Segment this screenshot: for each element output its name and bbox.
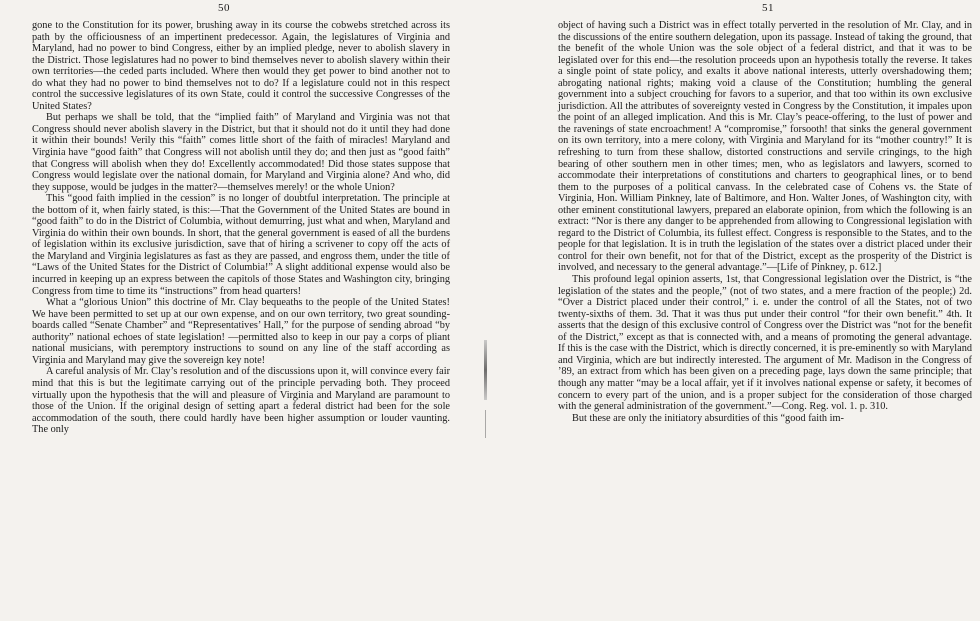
- paragraph: This “good faith implied in the cession” is no longer of doubtful interpretation. The principle at the bottom of it, when fairly stated, is this:—That the Government of the United States are bound in “good faith” to do in the District of Columbia, without demurring, just what and when, Maryland and Virginia do within their own bounds. In short, that the general government is eased of all the burdens of legislation within its exclusive jurisdiction, save that of hiring a scrivener to copy off the acts of the Maryland and Virginia legislatures as fast as they are passed, and engross them, under the title of “Laws of the United States for the District of Columbia!” A slight additional expense would also be incurred in keeping up an express between the capitols of those States and Washington city, bringing Congress from time to time its “instructions” from head quarters!: [32, 193, 450, 297]
- paragraph: What a “glorious Union” this doctrine of Mr. Clay bequeaths to the people of the United States! We have been permitted to set up at our own expense, and on our own territory, two great sounding-boards called “Senate Chamber” and “Representatives’ Hall,” for the purpose of sending abroad “by authority” national echoes of state legislation! —permitted also to keep in our pay a corps of pliant national musicians, with peremptory instructions to sound on any line of the staff according as Virginia and Maryland may give the sovereign key note!: [32, 297, 450, 366]
- left-page: [0, 0, 488, 621]
- right-page-text: [558, 20, 972, 424]
- book-gutter-mark: [485, 410, 486, 438]
- book-gutter: [484, 340, 487, 400]
- paragraph: This profound legal opinion asserts, 1st, that Congressional legislation over the District, is “the legislation of the states and the people,” (not of two states, and a mere fraction of the people;) 2d. “Over a District placed under their control,” i. e. under the control of all the States, not of two twenty-sixths of them. 3d. That it was thus put under their control “for their own benefit.” 4th. It asserts that the design of this exclusive control of Congress over the District was “not for the benefit of the District,” except as that is connected with, and a means of promoting the general advantage. If this is the case with the District, which is directly concerned, it is pre-eminently so with Maryland and Virginia, which are but indirectly interested. The argument of Mr. Madison in the Congress of ’89, an extract from which has been given on a preceding page, lays down the same principle; that though any matter “may be a local affair, yet if it involves national expense or safety, it becomes of concern to every part of the union, and is a proper subject for the consideration of those charged with the general administration of the government.”—Cong. Reg. vol. 1. p. 310.: [558, 274, 972, 413]
- right-page: [492, 0, 980, 621]
- paragraph: A careful analysis of Mr. Clay’s resolution and of the discussions upon it, will convince every fair mind that this is but the legitimate carrying out of the principle pervading both. They proceed virtually upon the hypothesis that the will and pleasure of Virginia and Maryland are paramount to those of the Union. If the original design of setting apart a federal district had been for the sole accommodation of the south, there could hardly have been higher assumption or louder vaunting. The only: [32, 366, 450, 436]
- paragraph: gone to the Constitution for its power, brushing away in its course the cobwebs stretched across its path by the officiousness of an impertinent predecessor. Again, the legislatures of Virginia and Maryland, had no power to bind Congress, either by an implied pledge, never to abolish slavery in the District. Those legislatures had no power to bind themselves never to abolish slavery within their own territories—the ceded parts included. Where then would they get power to bind another not to do what they had no power to bind themselves not to do? If a legislature could not in this respect control the successive legislatures of its own State, could it control the successive Congresses of the United States?: [32, 20, 450, 112]
- paragraph: But perhaps we shall be told, that the “implied faith” of Maryland and Virginia was not that Congress should never abolish slavery in the District, but that it should not do it until they had done it within their bounds! Verily this “faith” comes little short of the faith of miracles! Maryland and Virginia have “good faith” that Congress will not abolish until they do; and then just as “good faith” that Congress will abolish when they do! Excellently accommodated! Did those states suppose that Congress would legislate over the national domain, for Maryland and Virginia alone? And who, did they suppose, would be judges in the matter?—themselves merely! or the whole Union?: [32, 112, 450, 193]
- left-page-text: [32, 20, 450, 436]
- paragraph: But these are only the initiatory absurdities of this “good faith im-: [572, 412, 844, 424]
- paragraph: object of having such a District was in effect totally perverted in the resolution of Mr. Clay, and in the discussions of the entire southern delegation, upon its passage. Instead of taking the ground, that the benefit of the whole Union was the sole object of a federal district, and that it was to be legislated over for this end—the resolution proceeds upon an hypothesis totally the reverse. It takes a single point of state policy, and exalts it above national interests, utterly overshadowing them; abrogating national rights; making void a clause of the Constitution; humbling the general government into a subject crouching for favors to a superior, and that too within its own exclusive jurisdiction. All the attributes of sovereignty vested in Congress by the Constitution, it impales upon the point of an alleged implication. And this is Mr. Clay’s peace-offering, to the lust of power and the ravenings of state encroachment! A “compromise,” forsooth! that sinks the general government on its own territory, into a mere colony, with Virginia and Maryland for its “mother country!” It is refreshing to turn from these shallow, distorted constructions and servile cringings, to the high bearing of other southern men in other times; men, who as legislators and lawyers, scorned to accommodate their interpretations of constitutions and charters to geographical lines, or to bend them to the purposes of a political canvass. In the celebrated case of Cohens vs. the State of Virginia, Hon. William Pinkney, late of Baltimore, and Hon. Walter Jones, of Washington city, with other eminent constitutional lawyers, prepared an elaborate opinion, from which the following is an extract: “Nor is there any danger to be apprehended from allowing to Congressional legislation with regard to the District of Columbia, its fullest effect. Congress is responsible to the States, and to the people for that legislation. It is in truth the legislation of the states over a district placed under their control for their own benefit, not for that of the District, except as the prosperity of the District is involved, and necessary to the general advantage.”—[Life of Pinkney, p. 612.]: [558, 20, 972, 274]
- page-number-right: 51: [762, 2, 774, 14]
- page-number-left: 50: [218, 2, 230, 14]
